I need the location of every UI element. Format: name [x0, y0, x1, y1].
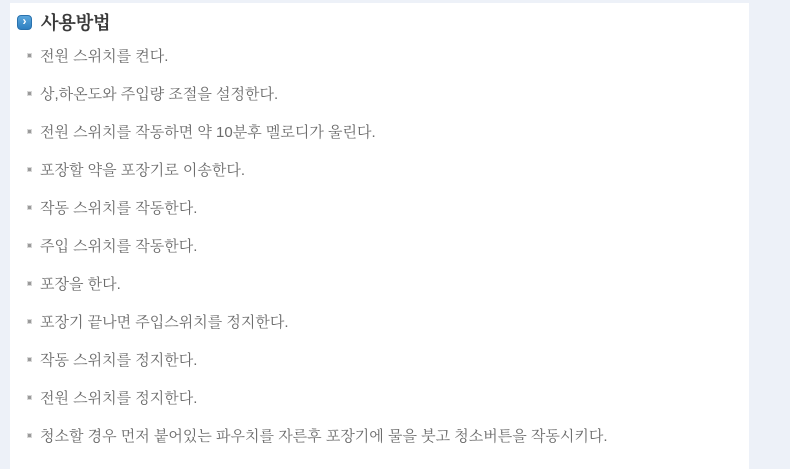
bullet-square-icon	[28, 244, 31, 247]
content-panel	[10, 3, 749, 469]
list-item	[28, 275, 739, 294]
list-item-text: 포장할 약을 포장기로 이송한다.	[40, 162, 246, 179]
list-item	[28, 237, 739, 256]
list-item	[28, 351, 739, 370]
list-item-text: 청소할 경우 먼저 붙어있는 파우치를 자른후 포장기에 물을 붓고 청소버튼을 작동시키다.	[40, 428, 608, 445]
bullet-square-icon	[28, 92, 31, 95]
list-item-text: 상,하온도와 주입량 조절을 설정한다.	[40, 86, 279, 103]
list-item-text: 전원 스위치를 정지한다.	[40, 390, 198, 407]
bullet-square-icon	[28, 434, 31, 437]
bullet-square-icon	[28, 358, 31, 361]
bullet-square-icon	[28, 282, 31, 285]
section-header	[10, 10, 749, 34]
chevron-glyph: ›	[22, 14, 27, 28]
bullet-square-icon	[28, 168, 31, 171]
bullet-square-icon	[28, 130, 31, 133]
bullet-square-icon	[28, 206, 31, 209]
list-item	[28, 427, 739, 446]
bullet-square-icon	[28, 320, 31, 323]
list-item-text: 주입 스위치를 작동한다.	[40, 238, 198, 255]
list-item	[28, 123, 739, 142]
list-item-text: 포장기 끝나면 주입스위치를 정지한다.	[40, 314, 289, 331]
list-item-text: 작동 스위치를 작동한다.	[40, 200, 198, 217]
list-item	[28, 161, 739, 180]
bullet-square-icon	[28, 396, 31, 399]
list-item	[28, 199, 739, 218]
usage-instruction-list	[10, 47, 749, 446]
chevron-right-icon	[17, 15, 32, 30]
list-item	[28, 47, 739, 66]
list-item	[28, 85, 739, 104]
list-item-text: 전원 스위치를 켠다.	[40, 48, 169, 65]
section-title: 사용방법	[41, 13, 111, 33]
list-item	[28, 389, 739, 408]
list-item-text: 작동 스위치를 정지한다.	[40, 352, 198, 369]
list-item-text: 포장을 한다.	[40, 276, 121, 293]
list-item-text: 전원 스위치를 작동하면 약 10분후 멜로디가 울린다.	[40, 124, 376, 141]
list-item	[28, 313, 739, 332]
bullet-square-icon	[28, 54, 31, 57]
